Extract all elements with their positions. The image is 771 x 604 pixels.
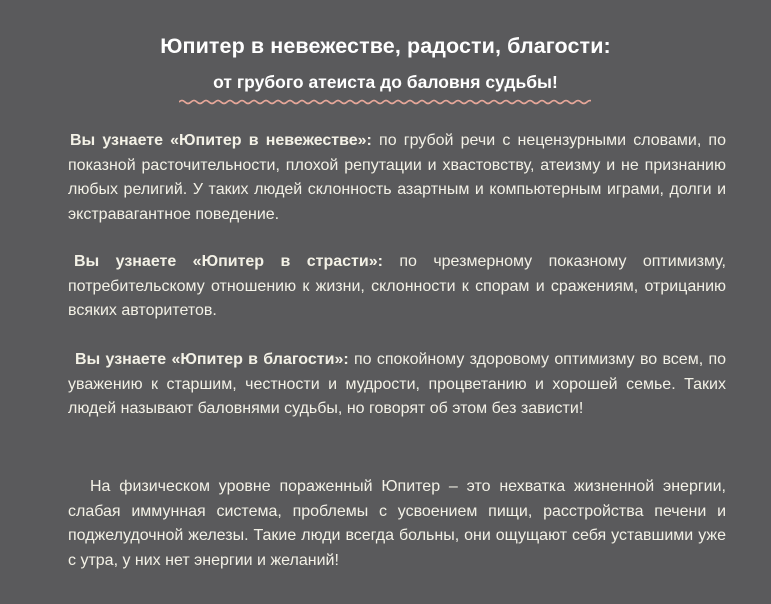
- paragraph-lead: Вы узнаете «Юпитер в страсти»:: [74, 253, 383, 270]
- wavy-divider: [179, 97, 591, 107]
- paragraph-text: На физическом уровне пораженный Юпитер – это нехватка жизненной энергии, слабая иммунная система, проблемы с усвоением пищи, расстройства печени и поджелудочной железы. Такие люди всегда больны, они ощущают себя уставшими уже с утра, у них нет энергии и желаний!: [68, 478, 726, 569]
- paragraph-goodness: [68, 348, 726, 422]
- paragraph-passion: [68, 250, 726, 324]
- paragraph-ignorance: [68, 129, 726, 227]
- page-title: Юпитер в невежестве, радости, благости:: [160, 34, 611, 58]
- paragraph-lead: Вы узнаете «Юпитер в благости»:: [75, 351, 349, 368]
- paragraph-physical: [68, 475, 726, 573]
- page-subtitle: от грубого атеиста до баловня судьбы!: [213, 72, 558, 92]
- paragraph-lead: Вы узнаете «Юпитер в невежестве»:: [70, 132, 372, 149]
- paragraph-text: по спокойному здоровому оптимизму во всем, по уважению к старшим, честности и мудрости, процветанию и хорошей семье. Таких людей называют баловнями судьбы, но говорят об этом без зависти!: [68, 351, 726, 417]
- paragraph-text: по грубой речи с нецензурными словами, по показной расточительности, плохой репутации и хвастовству, атеизму и не признанию любых религий. У таких людей склонность азартным и компьютерным играми, долги и экстравагантное поведение.: [68, 132, 726, 223]
- paragraph-text: по чрезмерному показному оптимизму, потребительскому отношению к жизни, склонности к спорам и сражениям, отрицанию всяких авторитетов.: [68, 253, 726, 319]
